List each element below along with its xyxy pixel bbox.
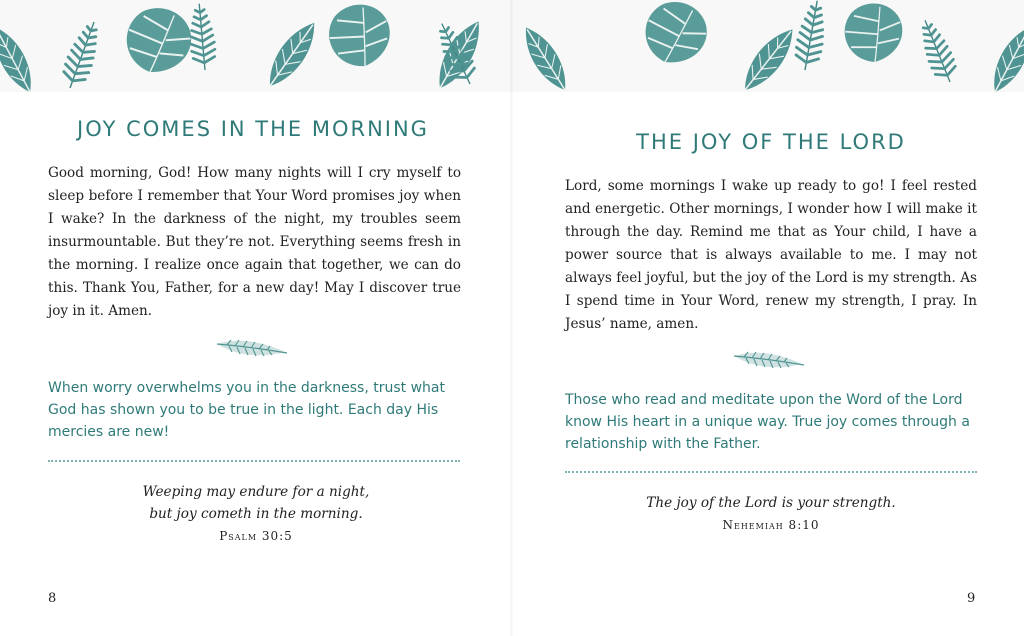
scripture-reference: Psalm 30:5 [219, 529, 293, 543]
page-title: JOY COMES IN THE MORNING [77, 117, 429, 141]
scripture-verse [515, 492, 1024, 514]
page-number: 9 [967, 591, 976, 606]
feather-leaf-icon [732, 348, 806, 374]
page-title: THE JOY OF THE LORD [636, 130, 906, 154]
devotion-text: When worry overwhelms you in the darkness, trust what God has shown you to be true in the light. Each day His mercies are new! [48, 380, 445, 440]
dotted-divider [48, 460, 460, 462]
prayer-text: Good morning, God! How many nights will I cry myself to sleep before I remember that Your Word promises joy when I wake? In the darkness of the night, my troubles seem insurmountable. But they’re not. Everything seems fresh in the morning. I realize once again that together, we can do this. Thank You, Father, for a new day! May I discover true joy in it. Amen. [48, 165, 461, 319]
scripture-reference: Nehemiah 8:10 [722, 518, 820, 532]
page-number: 8 [48, 591, 57, 606]
dotted-divider [565, 471, 977, 473]
feather-leaf-icon [215, 336, 289, 362]
devotion-text: Those who read and meditate upon the Word of the Lord know His heart in a unique way. True joy comes through a relationship with the Father. [565, 392, 970, 452]
verse-line: Weeping may endure for a night, [142, 484, 370, 500]
verse-line: but joy cometh in the morning. [149, 506, 363, 522]
scripture-verse [0, 481, 512, 525]
verse-line: The joy of the Lord is your strength. [646, 495, 896, 511]
right-page [512, 0, 1024, 636]
prayer-text: Lord, some mornings I wake up ready to go! I feel rested and energetic. Other mornings, I wonder how I will make it through the day. Remind me that as Your child, I have a power source that is always available to me. I may not always feel joyful, but the joy of the Lord is my strength. As I spend time in Your Word, renew my strength, I pray. In Jesus’ name, amen. [565, 178, 977, 332]
